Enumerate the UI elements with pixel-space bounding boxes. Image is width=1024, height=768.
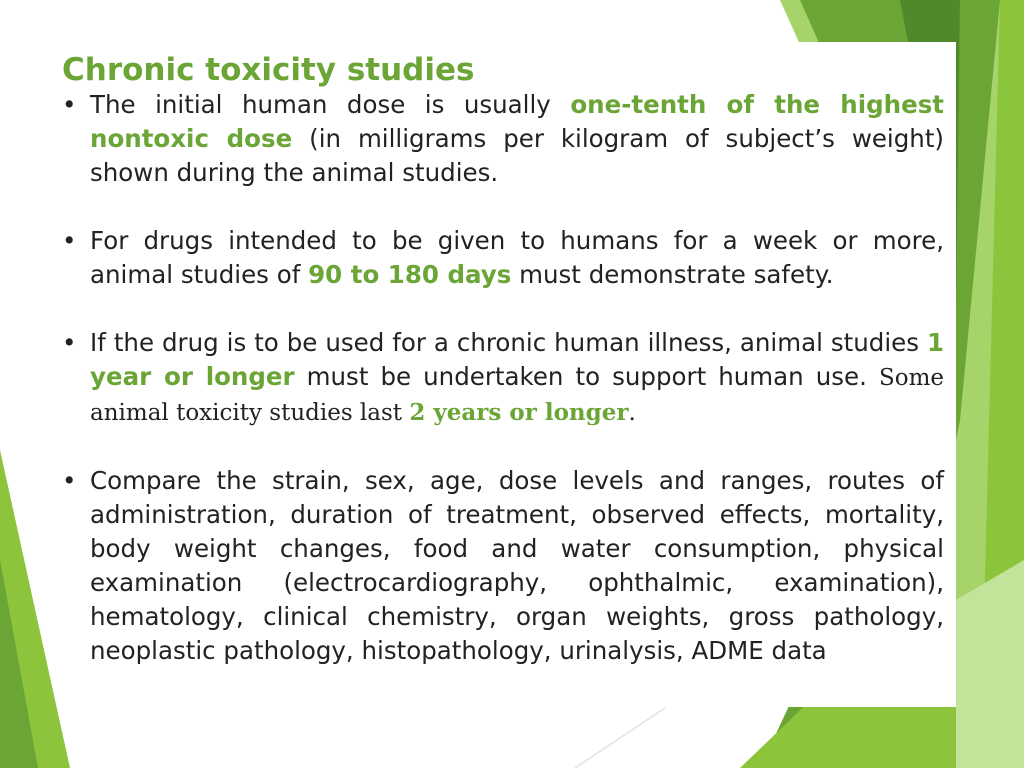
slide-title: Chronic toxicity studies [62,52,475,88]
bullet-text: Compare the strain, sex, age, dose levels and ranges, routes of administration, duration of treatment, observed effects, mortality, body weight changes, food and water consumption, physical examination (electrocardiography, ophthalmic, examination), hematology, clinical chemistry, organ weights, gross pathology, neoplastic pathology, histopathology, urinalysis, ADME data [90,466,944,665]
bullet-highlight: 1 year or longer [90,328,944,391]
bullet-list [62,88,944,702]
bullet-highlight: 90 to 180 days [308,260,512,289]
decorative-line [575,708,665,768]
bullet-text-serif: . [628,400,636,426]
bullet-initial-dose [62,88,944,190]
bullet-text: must demonstrate safety. [511,260,834,289]
bullet-marker: • [62,226,77,255]
bullet-chronic-illness [62,326,944,430]
bullet-highlight: one-tenth of the highest nontoxic dose [90,90,945,153]
bullet-marker: • [62,466,77,495]
bullet-text: The initial human dose is usually [90,90,571,119]
bullet-week-or-more [62,224,944,292]
bullet-marker: • [62,90,77,119]
bullet-text: If the drug is to be used for a chronic human illness, animal studies [90,328,927,357]
bullet-text: For drugs intended to be given to humans for a week or more, animal studies of [90,226,944,289]
bullet-marker: • [62,328,77,357]
bullet-compare-parameters [62,464,944,668]
bullet-text: (in milligrams per kilogram of subject’s weight) shown during the animal studies. [90,124,944,187]
bullet-text: must be undertaken to support human use. [294,362,879,391]
bullet-text-serif: Some animal toxicity studies last [90,365,944,426]
bullet-highlight-serif: 2 years or longer [409,399,629,426]
